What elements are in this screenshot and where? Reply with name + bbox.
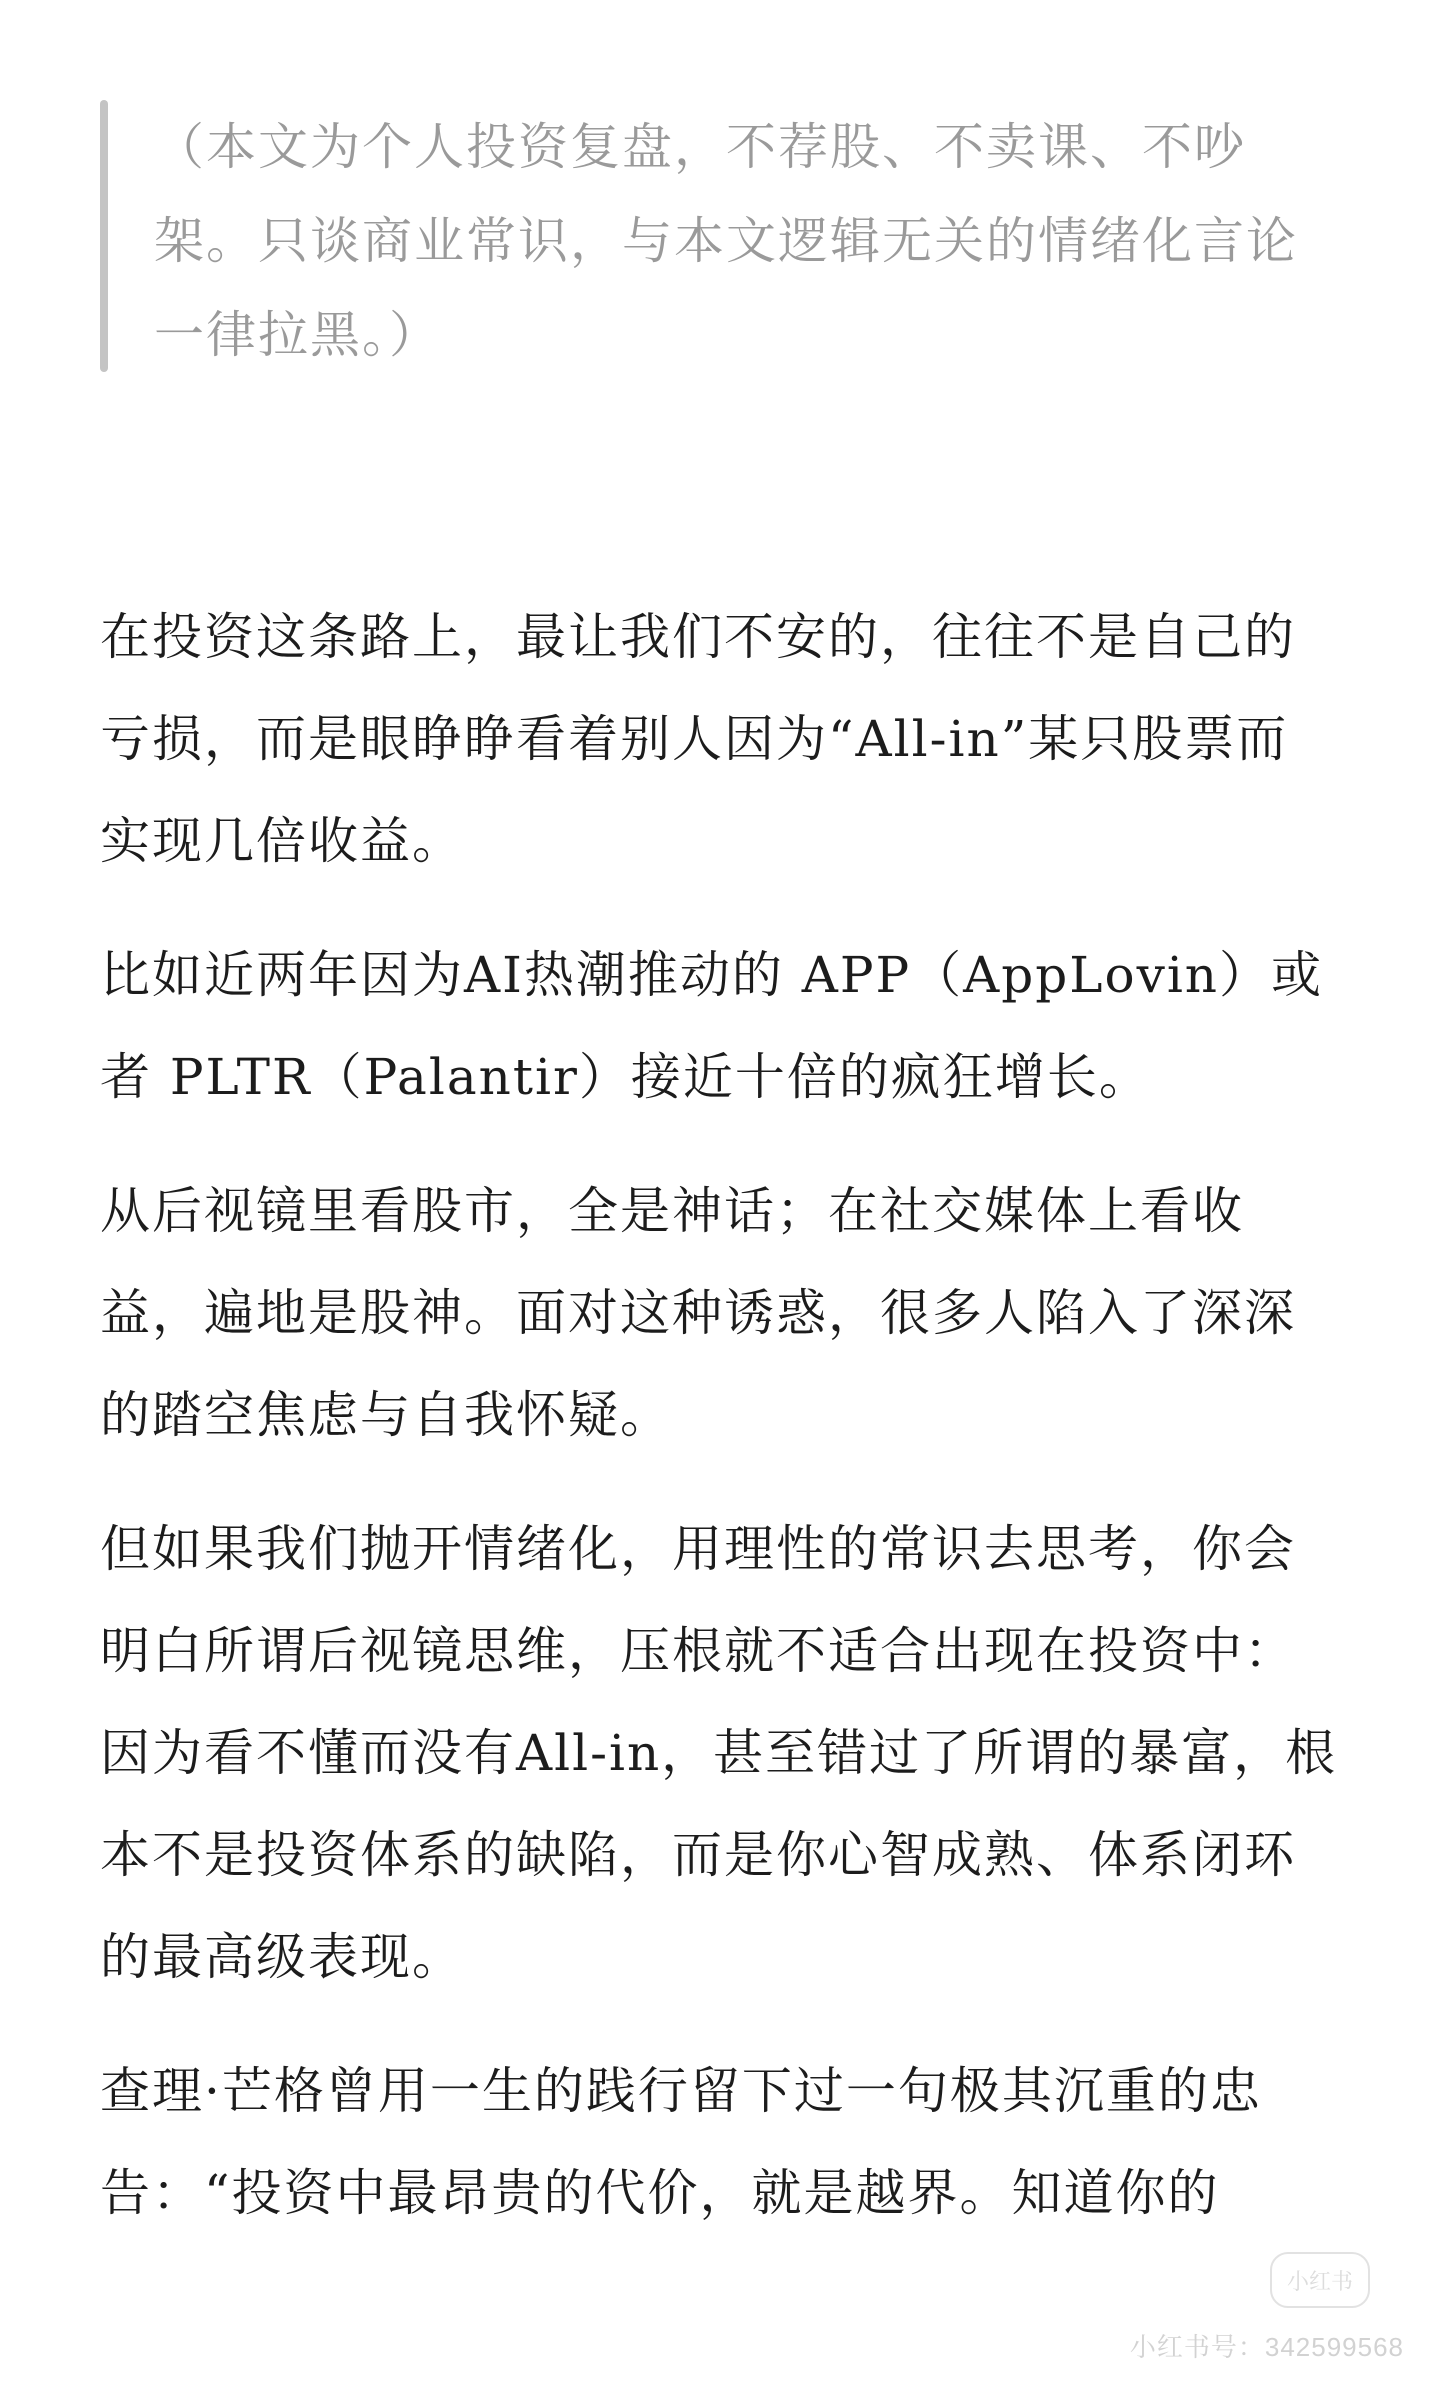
quote-bar <box>100 100 108 372</box>
xiaohongshu-logo-icon: 小红书 <box>1270 2252 1370 2308</box>
paragraph: 查理·芒格曾用一生的践行留下过一句极其沉重的忠告：“投资中最昂贵的代价，就是越界。知道你的 <box>100 2062 1262 2222</box>
paragraph: 但如果我们抛开情绪化，用理性的常识去思考，你会明白所谓后视镜思维，压根就不适合出现在投资中：因为看不懂而没有All-in，甚至错过了所谓的暴富，根本不是投资体系的缺陷，而是你心智成熟、体系闭环的最高级表现。 <box>100 1520 1338 1986</box>
paragraph: 在投资这条路上，最让我们不安的，往往不是自己的亏损，而是眼睁睁看着别人因为“All-in”某只股票而实现几倍收益。 <box>100 608 1296 870</box>
disclaimer-text: （本文为个人投资复盘，不荐股、不卖课、不吵架。只谈商业常识，与本文逻辑无关的情绪化言论一律拉黑。） <box>154 118 1298 364</box>
paragraph: 从后视镜里看股市，全是神话；在社交媒体上看收益，遍地是股神。面对这种诱惑，很多人陷入了深深的踏空焦虑与自我怀疑。 <box>100 1182 1296 1444</box>
watermark <box>1130 2327 1404 2364</box>
article-paragraphs <box>100 586 1340 2244</box>
disclaimer-quote <box>100 100 1340 382</box>
watermark-id: 小红书号：342599568 <box>1129 2332 1404 2362</box>
article-body <box>100 100 1340 2276</box>
paragraph: 比如近两年因为AI热潮推动的 APP（AppLovin）或者 PLTR（Palantir）接近十倍的疯狂增长。 <box>100 946 1324 1106</box>
